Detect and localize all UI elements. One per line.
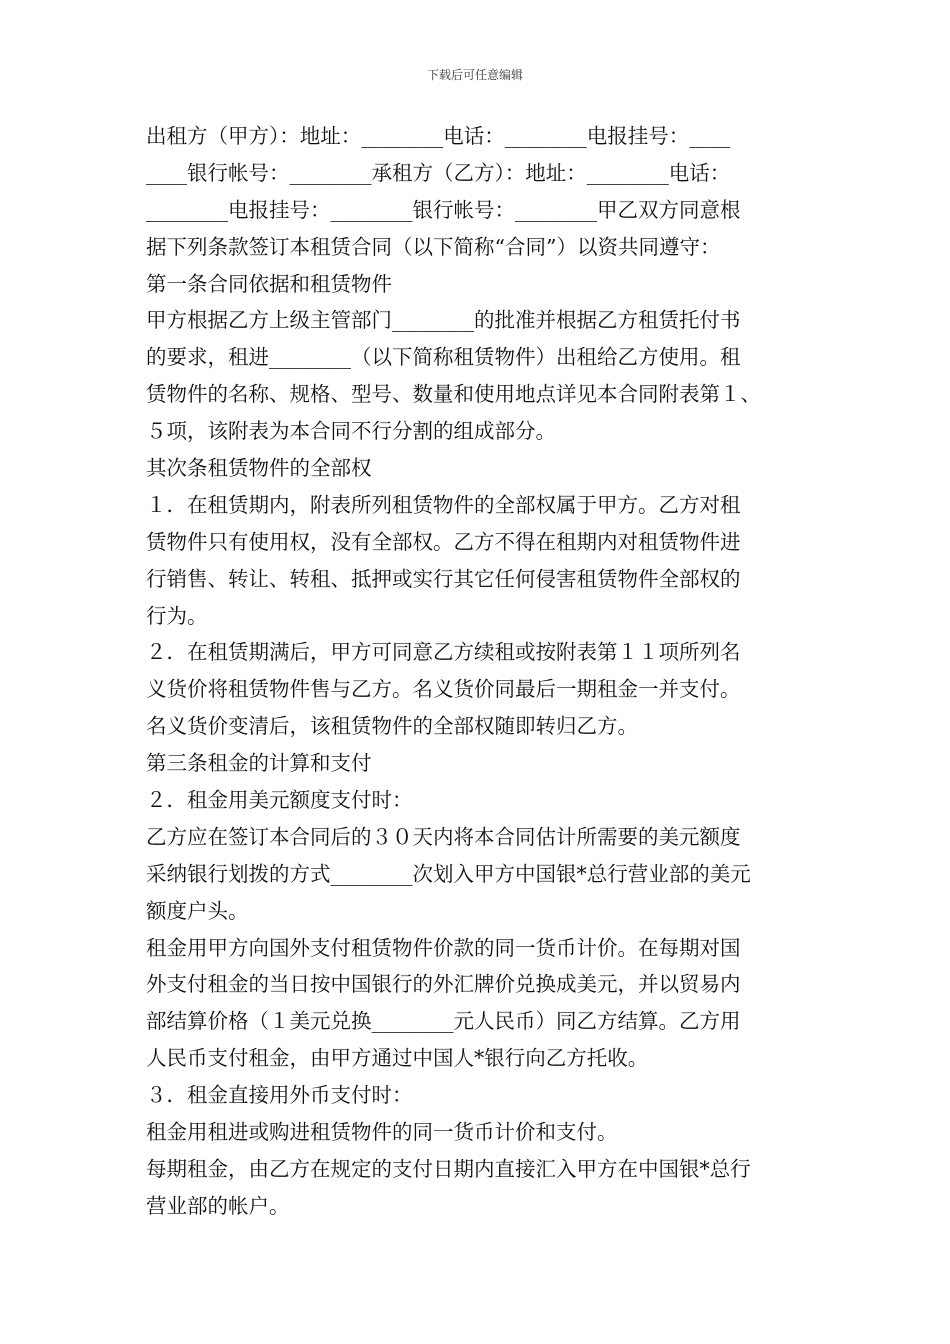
text-line: 名义货价变清后，该租赁物件的全部权随即转归乙方。 (146, 714, 638, 739)
text-line: 外支付租金的当日按中国银行的外汇牌价兑换成美元，并以贸易内 (146, 972, 741, 997)
section-heading: 第一条合同依据和租赁物件 (146, 271, 392, 296)
text-line: 乙方应在签订本合同后的３０天内将本合同估计所需要的美元额度 (146, 824, 741, 849)
text-line: ____银行帐号：________承租方（乙方）：地址：________电话： (146, 160, 731, 185)
page-header: 下载后可任意编辑 (426, 68, 523, 82)
text-line: 据下列条款签订本租赁合同（以下简称“合同”）以资共同遵守： (146, 234, 721, 259)
text-line: ２．在租赁期满后，甲方可同意乙方续租或按附表第１１项所列名 (146, 640, 741, 665)
text-line: 甲方根据乙方上级主管部门________的批准并根据乙方租赁托付书 (146, 308, 741, 333)
text-line: 义货价将租赁物件售与乙方。名义货价同最后一期租金一并支付。 (146, 677, 741, 702)
text-line: 的要求，租进________（以下简称租赁物件）出租给乙方使用。租 (146, 345, 741, 370)
text-line: 人民币支付租金，由甲方通过中国人*银行向乙方托收。 (146, 1046, 649, 1071)
text-line: 行销售、转让、转租、抵押或实行其它任何侵害租赁物件全部权的 (146, 566, 741, 591)
section-heading: 第三条租金的计算和支付 (146, 751, 372, 776)
text-line: 营业部的帐户。 (146, 1193, 290, 1218)
text-line: 额度户头。 (146, 898, 249, 923)
text-line: 每期租金，由乙方在规定的支付日期内直接汇入甲方在中国银*总行 (146, 1156, 751, 1181)
text-line: 行为。 (146, 603, 208, 628)
text-line: 租金用租进或购进租赁物件的同一货币计价和支付。 (146, 1120, 618, 1145)
document-body (146, 118, 814, 1225)
text-line: 赁物件只有使用权，没有全部权。乙方不得在租期内对租赁物件进 (146, 529, 741, 554)
text-line: ２．租金用美元额度支付时： (146, 788, 413, 813)
text-line: 出租方（甲方）：地址：________电话：________电报挂号：____ (146, 124, 731, 148)
text-line: 赁物件的名称、规格、型号、数量和使用地点详见本合同附表第１、 (146, 382, 761, 407)
text-line: ３．租金直接用外币支付时： (146, 1083, 413, 1108)
text-line: 租金用甲方向国外支付租赁物件价款的同一货币计价。在每期对国 (146, 935, 741, 960)
text-line: 采纳银行划拨的方式________次划入甲方中国银*总行营业部的美元 (146, 861, 751, 886)
section-heading: 其次条租赁物件的全部权 (146, 456, 372, 481)
text-line: 部结算价格（１美元兑换________元人民币）同乙方结算。乙方用 (146, 1009, 741, 1034)
text-line: １．在租赁期内，附表所列租赁物件的全部权属于甲方。乙方对租 (146, 492, 741, 517)
text-line: ________电报挂号：________银行帐号：________甲乙双方同意根 (146, 197, 741, 222)
text-line: ５项，该附表为本合同不行分割的组成部分。 (146, 419, 556, 444)
